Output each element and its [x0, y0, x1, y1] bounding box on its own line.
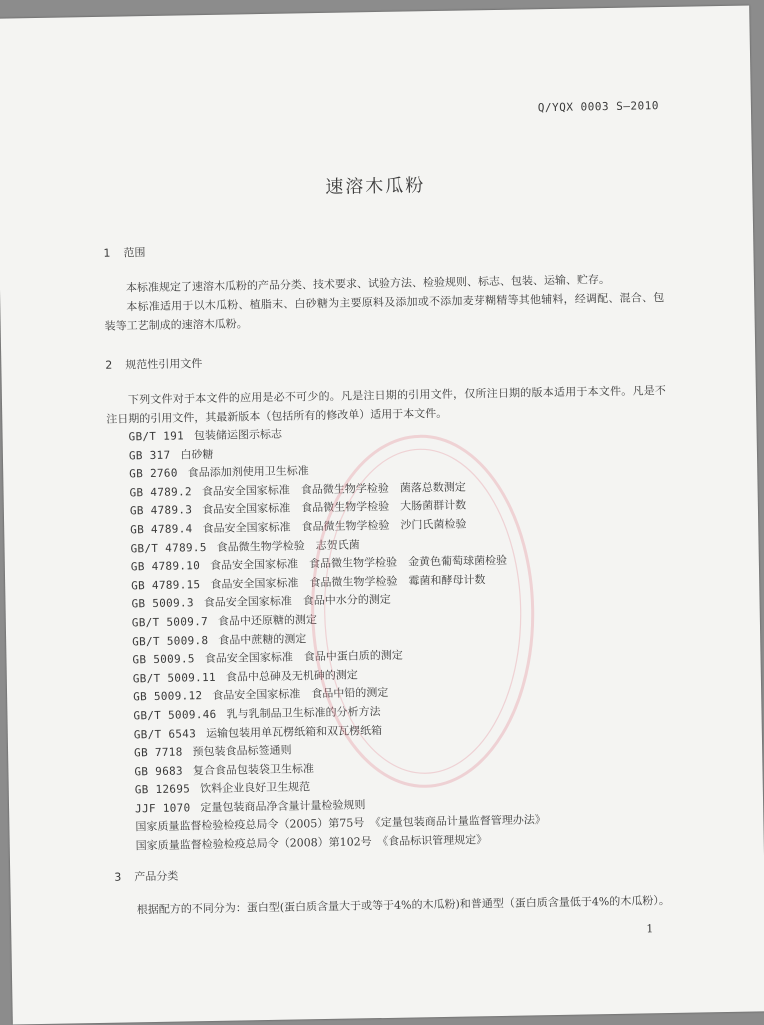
reference-name: 食品安全国家标准 食品中铅的测定	[212, 686, 389, 703]
reference-code: GB/T 6543	[133, 726, 197, 741]
reference-code: GB 2760	[129, 466, 178, 481]
reference-code: GB 5009.3	[131, 596, 194, 611]
reference-name: 食品安全国家标准 食品微生物学检验 金黄色葡萄球菌检验	[209, 553, 508, 573]
reference-name: 预包装食品标签通则	[192, 743, 292, 759]
reference-code: GB/T 5009.46	[133, 707, 217, 723]
document-number: Q/YQX 0003 S—2010	[537, 99, 660, 115]
section-number: 3	[114, 870, 122, 884]
section-number: 1	[103, 246, 111, 260]
reference-name: 定量包装商品净含量计量检验规则	[200, 798, 366, 815]
reference-name: 食品中总砷及无机砷的测定	[225, 668, 358, 684]
reference-code: GB 4789.15	[131, 577, 201, 593]
reference-name: 运输包装用单瓦楞纸箱和双瓦楞纸箱	[205, 723, 383, 740]
scope-paragraph-2: 本标准适用于以木瓜粉、植脂末、白砂糖为主要原料及添加或不添加麦芽糊精等其他辅料，经调配、混合、包装等工艺制成的速溶木瓜粉。	[104, 291, 665, 333]
reference-code: GB/T 5009.7	[131, 614, 209, 630]
reference-name: 食品安全国家标准 食品微生物学检验 霉菌和酵母计数	[210, 572, 486, 591]
reference-name: 食品中还原糖的测定	[217, 613, 318, 628]
reference-name: 食品安全国家标准 食品微生物学检验 菌落总数测定	[201, 480, 466, 498]
reference-name: 食品安全国家标准 食品中蛋白质的测定	[204, 648, 403, 666]
reference-code: GB 5009.12	[133, 689, 203, 704]
reference-code: GB 5009.5	[132, 652, 195, 667]
reference-name: 食品微生物学检验 志贺氏菌	[216, 537, 360, 554]
section-3-body	[115, 891, 675, 920]
reference-name: 国家质量监督检验检疫总局令（2008）第102号 《食品标识管理规定》	[135, 833, 488, 853]
reference-code: GB/T 5009.11	[132, 670, 216, 686]
reference-code: JJF 1070	[134, 801, 191, 816]
reference-name: 食品添加剂使用卫生标准	[187, 464, 309, 480]
reference-code: GB 9683	[134, 764, 184, 779]
reference-code: GB 12695	[134, 782, 191, 797]
reference-code: GB 4789.2	[129, 485, 192, 500]
section-number: 2	[105, 358, 113, 372]
section-2-heading	[105, 355, 202, 373]
reference-code: GB 4789.10	[130, 559, 201, 574]
reference-name: 食品安全国家标准 食品中水分的测定	[203, 593, 391, 610]
reference-name: 饮料企业良好卫生规范	[200, 780, 311, 796]
reference-code: GB 4789.3	[129, 503, 193, 518]
section-title: 规范性引用文件	[125, 357, 203, 372]
reference-name: 食品安全国家标准 食品微生物学检验 沙门氏菌检验	[202, 517, 467, 536]
normative-intro: 下列文件对于本文件的应用是必不可少的。凡是注日期的引用文件，仅所注日期的版本适用于本文件。凡是不注日期的引用文件，其最新版本（包括所有的修改单）适用于本文件。	[106, 384, 666, 426]
document-page	[0, 5, 764, 1024]
reference-name: 食品中蔗糖的测定	[218, 631, 307, 647]
reference-list	[128, 421, 546, 856]
section-2-intro	[106, 381, 667, 429]
scope-paragraph-1: 本标准规定了速溶木瓜粉的产品分类、技术要求、试验方法、检验规则、标志、包装、运输、贮存。	[125, 272, 611, 295]
section-title: 产品分类	[134, 869, 179, 884]
classification-paragraph: 根据配方的不同分为：蛋白型(蛋白质含量大于或等于4%的木瓜粉)和普通型（蛋白质含量低于4%的木瓜粉）。	[136, 894, 670, 917]
reference-name: 复合食品包装袋卫生标准	[192, 761, 314, 778]
reference-code: GB/T 4789.5	[130, 540, 207, 555]
reference-name: 白砂糖	[180, 447, 214, 462]
reference-name: 食品安全国家标准 食品微生物学检验 大肠菌群计数	[202, 498, 467, 517]
reference-code: GB 4789.4	[130, 522, 193, 537]
page-number: 1	[646, 922, 654, 936]
reference-code: GB/T 191	[128, 429, 185, 444]
reference-name: 国家质量监督检验检疫总局令（2005）第75号 《定量包装商品计量监督管理办法》	[135, 813, 546, 834]
section-1-body	[104, 269, 665, 336]
reference-code: GB/T 5009.8	[132, 633, 209, 648]
reference-code: GB 7718	[134, 745, 183, 760]
document-title: 速溶木瓜粉	[325, 175, 426, 198]
reference-name: 包装储运图示标志	[193, 427, 283, 443]
reference-name: 乳与乳制品卫生标准的分析方法	[226, 704, 381, 721]
section-3-heading	[114, 868, 178, 885]
reference-code: GB 317	[128, 448, 171, 462]
section-1-heading	[103, 244, 145, 261]
section-title: 范围	[123, 246, 146, 260]
